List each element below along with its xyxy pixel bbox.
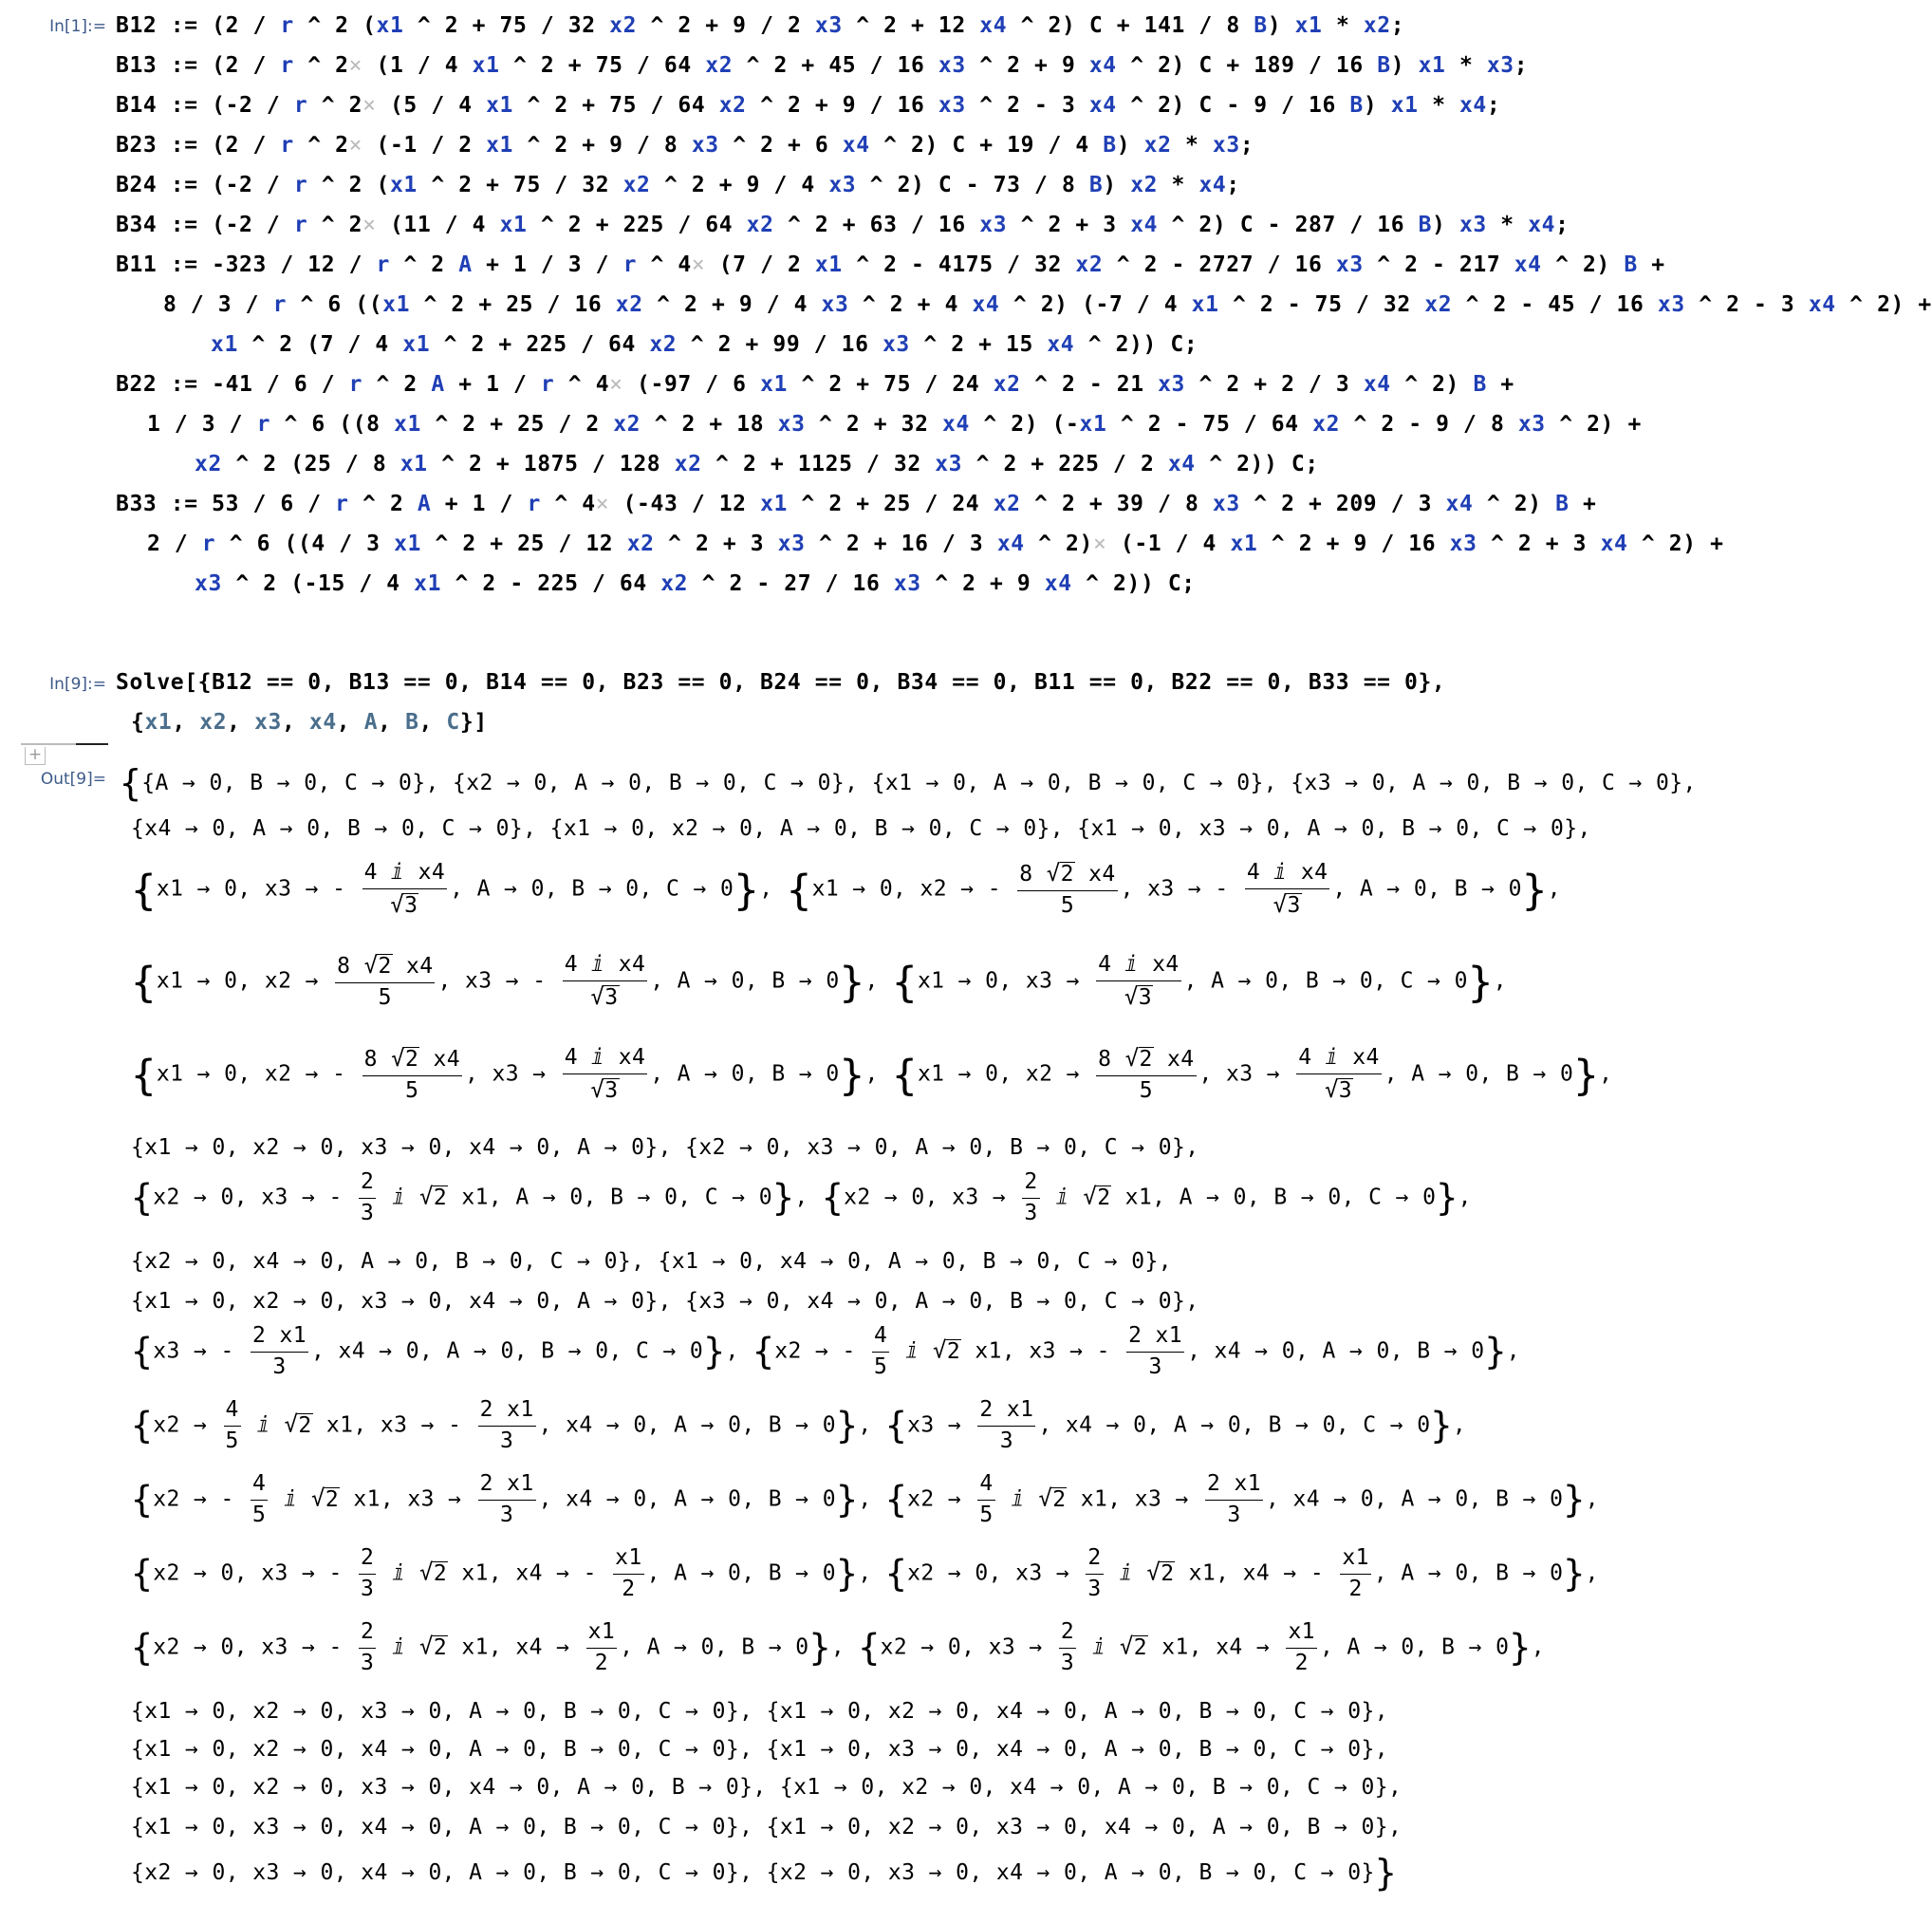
input-line: 2 / r ^ 6 ((4 / 3 x1 ^ 2 + 25 / 12 x2 ^ 2 + 3 x3 ^ 2 + 16 / 3 x4 ^ 2)× (-1 / 4 x1 ^ 2 + 9 / 16 x3 ^ 2 + 3 x4 ^ 2) +	[147, 532, 1724, 556]
output-line: {x2 → 0, x3 → - $\frac{2}{3}$ ⅈ √2 x1, x4 → $\frac{x1}{2}$ , A → 0, B → 0}, {x2 → 0, x3 → $\frac{2}{3}$ ⅈ √2 x1, x4 → $\frac{x1}{2}$ , A → 0, B → 0},	[131, 1619, 1545, 1675]
output-line: {x2 → 0, x4 → 0, A → 0, B → 0, C → 0}, {x1 → 0, x4 → 0, A → 0, B → 0, C → 0},	[131, 1249, 1173, 1274]
output-line: {x1 → 0, x3 → 0, x4 → 0, A → 0, B → 0, C → 0}, {x1 → 0, x2 → 0, x3 → 0, x4 → 0, A → 0, B → 0},	[131, 1815, 1403, 1839]
input-line: 8 / 3 / r ^ 6 ((x1 ^ 2 + 25 / 16 x2 ^ 2 + 9 / 4 x3 ^ 2 + 4 x4 ^ 2) (-7 / 4 x1 ^ 2 - 75 / 32 x2 ^ 2 - 45 / 16 x3 ^ 2 - 3 x4 ^ 2) +	[163, 292, 1932, 317]
input-label-9: In[9]:=	[49, 675, 106, 694]
output-line: {x1 → 0, x2 → $\frac{8 √2 x4}{5}$ , x3 → - $\frac{\text{4 ⅈ x4}}{√3}$ , A → 0, B → 0}, {x1 → 0, x3 → $\frac{\text{4 ⅈ x4}}{√3}$ , A → 0, B → 0, C → 0},	[131, 952, 1507, 1010]
input-label-1: In[1]:=	[49, 17, 106, 36]
output-line: {x2 → 0, x3 → - $\frac{2}{3}$ ⅈ √2 x1, A → 0, B → 0, C → 0}, {x2 → 0, x3 → $\frac{2}{3}$ ⅈ √2 x1, A → 0, B → 0, C → 0},	[131, 1169, 1472, 1225]
input-line: x1 ^ 2 (7 / 4 x1 ^ 2 + 225 / 64 x2 ^ 2 + 99 / 16 x3 ^ 2 + 15 x4 ^ 2)) C;	[211, 332, 1198, 357]
input-line: B23 := (2 / r ^ 2× (-1 / 2 x1 ^ 2 + 9 / 8 x3 ^ 2 + 6 x4 ^ 2) C + 19 / 4 B) x2 * x3;	[116, 133, 1254, 158]
output-line: {x2 → 0, x3 → - $\frac{2}{3}$ ⅈ √2 x1, x4 → - $\frac{x1}{2}$ , A → 0, B → 0}, {x2 → 0, x3 → $\frac{2}{3}$ ⅈ √2 x1, x4 → - $\frac{x1}{2}$ , A → 0, B → 0},	[131, 1545, 1599, 1601]
output-line: {x4 → 0, A → 0, B → 0, C → 0}, {x1 → 0, x2 → 0, A → 0, B → 0, C → 0}, {x1 → 0, x3 → 0, A → 0, B → 0, C → 0},	[131, 816, 1591, 841]
input-line: B24 := (-2 / r ^ 2 (x1 ^ 2 + 75 / 32 x2 ^ 2 + 9 / 4 x3 ^ 2) C - 73 / 8 B) x2 * x4;	[116, 173, 1240, 197]
output-line: {{A → 0, B → 0, C → 0}, {x2 → 0, A → 0, B → 0, C → 0}, {x1 → 0, A → 0, B → 0, C → 0}, {x3 → 0, A → 0, B → 0, C → 0},	[120, 762, 1697, 804]
input-line: x3 ^ 2 (-15 / 4 x1 ^ 2 - 225 / 64 x2 ^ 2 - 27 / 16 x3 ^ 2 + 9 x4 ^ 2)) C;	[195, 571, 1196, 596]
output-line: {x1 → 0, x2 → - $\frac{8 √2 x4}{5}$ , x3 → $\frac{\text{4 ⅈ x4}}{√3}$ , A → 0, B → 0}, {x1 → 0, x2 → $\frac{8 √2 x4}{5}$ , x3 → $\frac{\text{4 ⅈ x4}}{√3}$ , A → 0, B → 0},	[131, 1045, 1613, 1103]
output-line: {x1 → 0, x2 → 0, x3 → 0, x4 → 0, A → 0, B → 0}, {x1 → 0, x2 → 0, x4 → 0, A → 0, B → 0, C → 0},	[131, 1775, 1403, 1800]
output-line: {x2 → 0, x3 → 0, x4 → 0, A → 0, B → 0, C → 0}, {x2 → 0, x3 → 0, x4 → 0, A → 0, B → 0, C → 0}}	[131, 1852, 1398, 1894]
input-line: {x1, x2, x3, x4, A, B, C}]	[131, 710, 488, 735]
output-line: {x1 → 0, x2 → 0, x3 → 0, x4 → 0, A → 0}, {x2 → 0, x3 → 0, A → 0, B → 0, C → 0},	[131, 1135, 1199, 1160]
add-cell-button[interactable]: +	[25, 747, 46, 765]
output-line: {x3 → - $\frac{2 x1}{3}$ , x4 → 0, A → 0, B → 0, C → 0}, {x2 → - $\frac{4}{5}$ ⅈ √2 x1, x3 → - $\frac{2 x1}{3}$ , x4 → 0, A → 0, B → 0},	[131, 1323, 1521, 1379]
cell-insertion-marker	[76, 743, 108, 745]
output-line: {x1 → 0, x3 → - $\frac{\text{4 ⅈ x4}}{√3}$ , A → 0, B → 0, C → 0}, {x1 → 0, x2 → - $\frac{8 √2 x4}{5}$ , x3 → - $\frac{\text{4 ⅈ x4}}{√3}$ , A → 0, B → 0},	[131, 860, 1561, 918]
output-line: {x2 → $\frac{4}{5}$ ⅈ √2 x1, x3 → - $\frac{2 x1}{3}$ , x4 → 0, A → 0, B → 0}, {x3 → $\frac{2 x1}{3}$ , x4 → 0, A → 0, B → 0, C → 0},	[131, 1397, 1467, 1453]
input-line: B33 := 53 / 6 / r ^ 2 A + 1 / r ^ 4× (-43 / 12 x1 ^ 2 + 25 / 24 x2 ^ 2 + 39 / 8 x3 ^ 2 + 209 / 3 x4 ^ 2) B +	[116, 492, 1597, 516]
input-line: 1 / 3 / r ^ 6 ((8 x1 ^ 2 + 25 / 2 x2 ^ 2 + 18 x3 ^ 2 + 32 x4 ^ 2) (-x1 ^ 2 - 75 / 64 x2 ^ 2 - 9 / 8 x3 ^ 2) +	[147, 412, 1642, 437]
input-line: B13 := (2 / r ^ 2× (1 / 4 x1 ^ 2 + 75 / 64 x2 ^ 2 + 45 / 16 x3 ^ 2 + 9 x4 ^ 2) C + 189 / 16 B) x1 * x3;	[116, 53, 1529, 78]
input-line: B11 := -323 / 12 / r ^ 2 A + 1 / 3 / r ^ 4× (7 / 2 x1 ^ 2 - 4175 / 32 x2 ^ 2 - 2727 / 16 x3 ^ 2 - 217 x4 ^ 2) B +	[116, 252, 1665, 277]
output-line: {x1 → 0, x2 → 0, x3 → 0, x4 → 0, A → 0}, {x3 → 0, x4 → 0, A → 0, B → 0, C → 0},	[131, 1289, 1199, 1314]
input-cell-9[interactable]	[116, 670, 1446, 744]
input-line: Solve[{B12 == 0, B13 == 0, B14 == 0, B23 == 0, B24 == 0, B34 == 0, B11 == 0, B22 == 0, B33 == 0},	[116, 670, 1446, 695]
input-line: B12 := (2 / r ^ 2 (x1 ^ 2 + 75 / 32 x2 ^ 2 + 9 / 2 x3 ^ 2 + 12 x4 ^ 2) C + 141 / 8 B) x1 * x2;	[116, 13, 1405, 38]
input-line: B22 := -41 / 6 / r ^ 2 A + 1 / r ^ 4× (-97 / 6 x1 ^ 2 + 75 / 24 x2 ^ 2 - 21 x3 ^ 2 + 2 / 3 x4 ^ 2) B +	[116, 372, 1514, 397]
output-label-9: Out[9]=	[40, 770, 106, 789]
output-line: {x1 → 0, x2 → 0, x3 → 0, A → 0, B → 0, C → 0}, {x1 → 0, x2 → 0, x4 → 0, A → 0, B → 0, C → 0},	[131, 1699, 1388, 1724]
input-line: x2 ^ 2 (25 / 8 x1 ^ 2 + 1875 / 128 x2 ^ 2 + 1125 / 32 x3 ^ 2 + 225 / 2 x4 ^ 2)) C;	[195, 452, 1319, 476]
input-line: B34 := (-2 / r ^ 2× (11 / 4 x1 ^ 2 + 225 / 64 x2 ^ 2 + 63 / 16 x3 ^ 2 + 3 x4 ^ 2) C - 287 / 16 B) x3 * x4;	[116, 213, 1570, 237]
output-line: {x1 → 0, x2 → 0, x4 → 0, A → 0, B → 0, C → 0}, {x1 → 0, x3 → 0, x4 → 0, A → 0, B → 0, C → 0},	[131, 1737, 1388, 1762]
input-line: B14 := (-2 / r ^ 2× (5 / 4 x1 ^ 2 + 75 / 64 x2 ^ 2 + 9 / 16 x3 ^ 2 - 3 x4 ^ 2) C - 9 / 16 B) x1 * x4;	[116, 93, 1501, 118]
output-line: {x2 → - $\frac{4}{5}$ ⅈ √2 x1, x3 → $\frac{2 x1}{3}$ , x4 → 0, A → 0, B → 0}, {x2 → $\frac{4}{5}$ ⅈ √2 x1, x3 → $\frac{2 x1}{3}$ , x4 → 0, A → 0, B → 0},	[131, 1471, 1599, 1527]
